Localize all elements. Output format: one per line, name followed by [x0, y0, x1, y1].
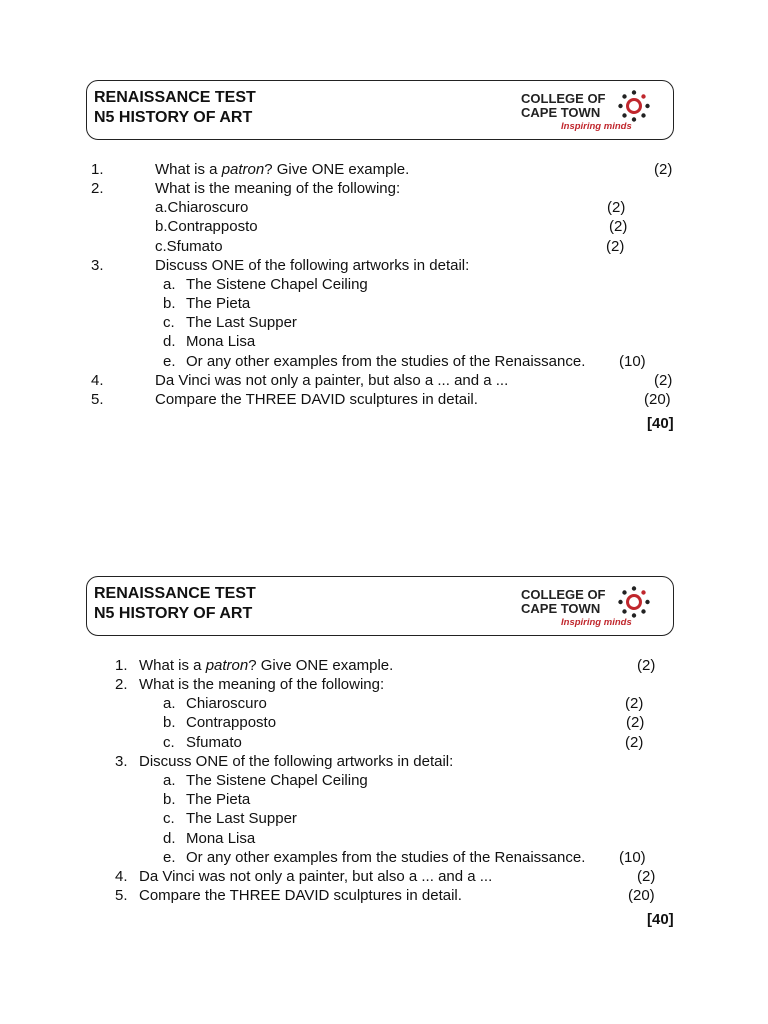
- question-number: 3.: [115, 753, 128, 770]
- sub-item-letter: a.: [163, 772, 176, 789]
- sub-item-marks: (10): [619, 353, 646, 370]
- question-text: What is the meaning of the following:: [139, 676, 385, 693]
- sub-item-letter: e.: [163, 849, 176, 866]
- header-box: [86, 80, 674, 140]
- sub-item-letter: c.: [163, 810, 175, 827]
- logo-line1: COLLEGE OF: [521, 587, 606, 602]
- question-number: 4.: [91, 372, 104, 389]
- sub-item-marks: (2): [609, 218, 628, 235]
- question-number: 3.: [91, 257, 104, 274]
- subject-title: N5 HISTORY OF ART: [94, 605, 253, 622]
- sub-item-text: Chiaroscuro: [186, 695, 267, 712]
- sub-item: c.Sfumato: [155, 238, 223, 255]
- college-logo: [521, 89, 651, 133]
- question-text: Da Vinci was not only a painter, but also a ... and a ...: [139, 868, 493, 885]
- sub-item-letter: c.: [163, 734, 175, 751]
- total-marks: [40]: [647, 911, 674, 928]
- question-text: Compare the THREE DAVID sculptures in detail.: [155, 391, 478, 408]
- question-marks: (2): [637, 868, 656, 885]
- sub-item-text: The Pieta: [186, 295, 251, 312]
- sub-item-text: Mona Lisa: [186, 830, 256, 847]
- logo-line1: COLLEGE OF: [521, 91, 606, 106]
- sub-item-text: Mona Lisa: [186, 333, 256, 350]
- sub-item-letter: c.: [163, 314, 175, 331]
- question-number: 2.: [115, 676, 128, 693]
- sub-item-letter: a.: [163, 276, 176, 293]
- logo-tagline: Inspiring minds: [561, 121, 632, 132]
- subject-title: N5 HISTORY OF ART: [94, 109, 253, 126]
- sub-item-marks: (2): [607, 199, 626, 216]
- sub-item-letter: b.: [163, 714, 176, 731]
- sub-item-text: The Sistene Chapel Ceiling: [186, 772, 368, 789]
- logo-line2: CAPE TOWN: [521, 601, 601, 616]
- question-number: 4.: [115, 868, 128, 885]
- sub-item-marks: (2): [606, 238, 625, 255]
- sub-item: b.Contrapposto: [155, 218, 258, 235]
- sub-item-letter: b.: [163, 295, 176, 312]
- question-text: What is a patron? Give ONE example.: [155, 161, 410, 178]
- logo-line2: CAPE TOWN: [521, 105, 601, 120]
- sub-item-text: Or any other examples from the studies of the Renaissance.: [186, 353, 586, 370]
- question-marks: (2): [637, 657, 656, 674]
- sub-item-text: Sfumato: [186, 734, 242, 751]
- sub-item-letter: d.: [163, 830, 176, 847]
- sub-item-marks: (2): [625, 695, 644, 712]
- question-text: Discuss ONE of the following artworks in detail:: [139, 753, 454, 770]
- question-text: Discuss ONE of the following artworks in detail:: [155, 257, 470, 274]
- question-text: What is the meaning of the following:: [155, 180, 401, 197]
- sub-item-marks: (2): [625, 734, 644, 751]
- sub-item-text: Contrapposto: [186, 714, 277, 731]
- question-text: Da Vinci was not only a painter, but also a ... and a ...: [155, 372, 509, 389]
- sub-item-text: Or any other examples from the studies of the Renaissance.: [186, 849, 586, 866]
- logo-tagline: Inspiring minds: [561, 617, 632, 628]
- question-number: 1.: [91, 161, 104, 178]
- sub-item-text: The Last Supper: [186, 314, 297, 331]
- question-number: 5.: [115, 887, 128, 904]
- question-text: What is a patron? Give ONE example.: [139, 657, 394, 674]
- sub-item-text: The Sistene Chapel Ceiling: [186, 276, 368, 293]
- sub-item-letter: e.: [163, 353, 176, 370]
- question-number: 2.: [91, 180, 104, 197]
- question-marks: (20): [644, 391, 671, 408]
- question-number: 1.: [115, 657, 128, 674]
- sub-item-letter: a.: [163, 695, 176, 712]
- question-marks: (20): [628, 887, 655, 904]
- sub-item-text: The Pieta: [186, 791, 251, 808]
- sub-item-text: The Last Supper: [186, 810, 297, 827]
- sun-icon: [617, 585, 651, 619]
- sub-item: a.Chiaroscuro: [155, 199, 249, 216]
- sub-item-marks: (2): [626, 714, 645, 731]
- sub-item-marks: (10): [619, 849, 646, 866]
- header-box: [86, 576, 674, 636]
- college-logo: [521, 585, 651, 629]
- question-marks: (2): [654, 161, 673, 178]
- question-text: Compare the THREE DAVID sculptures in detail.: [139, 887, 462, 904]
- sun-icon: [617, 89, 651, 123]
- test-title: RENAISSANCE TEST: [94, 585, 256, 602]
- question-marks: (2): [654, 372, 673, 389]
- test-title: RENAISSANCE TEST: [94, 89, 256, 106]
- total-marks: [40]: [647, 415, 674, 432]
- sub-item-letter: b.: [163, 791, 176, 808]
- sub-item-letter: d.: [163, 333, 176, 350]
- question-number: 5.: [91, 391, 104, 408]
